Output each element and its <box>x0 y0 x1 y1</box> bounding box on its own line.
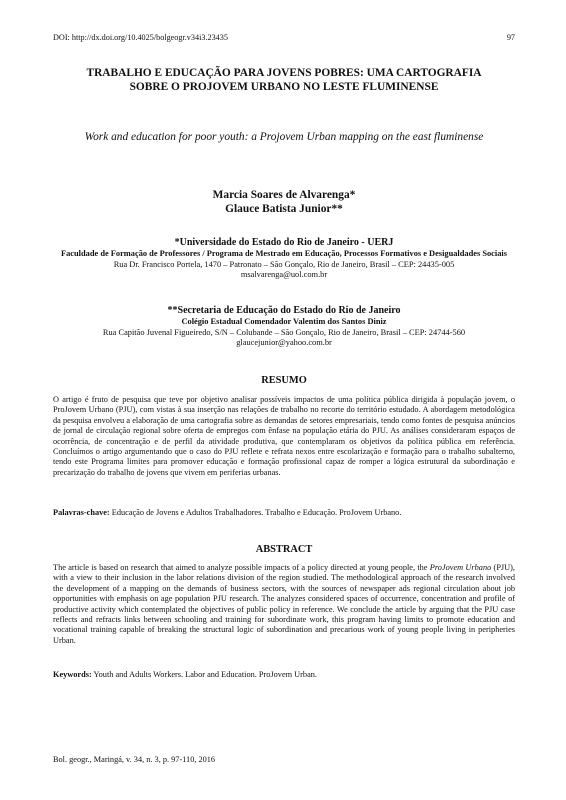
author-email[interactable]: msalvarenga@uol.com.br <box>240 270 328 280</box>
author-list <box>53 188 515 216</box>
abstract-text-italic: ProJovem Urbano <box>429 563 492 572</box>
resumo-heading: RESUMO <box>261 375 307 386</box>
keywords-text: Youth and Adults Workers. Labor and Education. ProJovem Urban. <box>93 670 317 679</box>
resumo-text: O artigo é fruto de pesquisa que teve por objetivo analisar possíveis impactos de uma política pública dirigida à população jovem, o ProJovem Urbano (PJU), com vistas à sua inserção nas relações de trabalho no recorte do território estudado. A abordagem metodológica da pesquisa envolveu a elaboração de uma cartografia sobre as demandas de setores empresariais, tendo como fontes de pesquisa anúncios de jornal de circulação regional sobre oferta de empregos com ênfase na população etária do PJU. As análises consideraram espaços de ocorrência, de concentração e de perfil da atividade produtiva, que contemplaram os objetivos da política pública em referência. Concluímos o artigo argumentando que o caso do PJU reflete e refrata nexos entre escolarização e formação para o trabalho subalterno, tendo este Programa limites para promover educação e formação profissional capaz de romper a lógica estrutural da subordinação e precarização do trabalho de jovens que vivem em periferias urbanas. <box>53 395 515 477</box>
abstract-text <box>53 563 515 646</box>
abstract-keywords <box>53 670 515 680</box>
page-footer: Bol. geogr., Maringá, v. 34, n. 3, p. 97-110, 2016 <box>53 755 216 764</box>
paper-page <box>53 0 515 800</box>
institution-name: *Universidade do Estado do Rio de Janeiro - UERJ <box>174 237 394 248</box>
institution-name: **Secretaria de Educação do Estado do Rio de Janeiro <box>167 305 401 316</box>
paper-title: TRABALHO E EDUCAÇÃO PARA JOVENS POBRES: UMA CARTOGRAFIA SOBRE O PROJOVEM URBANO NO LESTE FLUMINENSE <box>86 67 482 93</box>
institution-address: Rua Capitão Juvenal Figueiredo, S/N – Colubande – São Gonçalo, Rio de Janeiro, Brasil – CEP: 24744-560 <box>102 327 466 337</box>
keywords-label: Keywords: <box>53 670 92 679</box>
abstract-heading: ABSTRACT <box>255 544 313 555</box>
running-header <box>53 33 515 42</box>
resumo-keywords <box>53 508 515 518</box>
page-number: 97 <box>506 33 515 42</box>
institution-department: Faculdade de Formação de Professores / Programa de Mestrado em Educação, Processos Formativos e Desigualdades Sociais <box>61 249 507 258</box>
institution-address: Rua Dr. Francisco Portela, 1470 – Patronato – São Gonçalo, Rio de Janeiro, Brasil – CEP: 24435-005 <box>113 259 455 269</box>
keywords-text: Educação de Jovens e Adultos Trabalhadores. Trabalho e Educação. ProJovem Urbano. <box>111 508 402 517</box>
affiliation-block <box>53 305 515 349</box>
institution-department: Colégio Estadual Comendador Valentim dos Santos Diniz <box>181 317 387 326</box>
doi-link[interactable]: DOI: http://dx.doi.org/10.4025/bolgeogr.v34i3.23435 <box>53 33 228 42</box>
abstract-text-part: The article is based on research that aimed to analyze possible impacts of a policy directed at young people, the <box>53 563 430 572</box>
author-email[interactable]: glaucejunior@yahoo.com.br <box>236 338 332 348</box>
author-name: Glauce Batista Junior** <box>225 203 343 215</box>
paper-subtitle: Work and education for poor youth: a Projovem Urban mapping on the east fluminense <box>84 131 484 143</box>
abstract-text-part: (PJU), with a view to their inclusion in the labor relations division of the region studied. The methodological approach of the research involved the development of a mapping on the demands of business sectors, with the sources of newspaper ads regional circulation about job opportunities with emphasis on age population PJU research. The analyzes considered spaces of occurrence, concentration and profile of productive activity which contemplated the objectives of public policy in reference. We conclude the article by arguing that the PJU case reflects and refracts links between schooling and training for subordinate work, this program having limits to promote education and vocational training capable of breaking the structural logic of subordination and precarious work of young people living in peripheries Urban. <box>53 563 515 645</box>
affiliation-block <box>53 237 515 281</box>
author-name: Marcia Soares de Alvarenga* <box>212 189 356 201</box>
keywords-label: Palavras-chave: <box>53 508 110 517</box>
